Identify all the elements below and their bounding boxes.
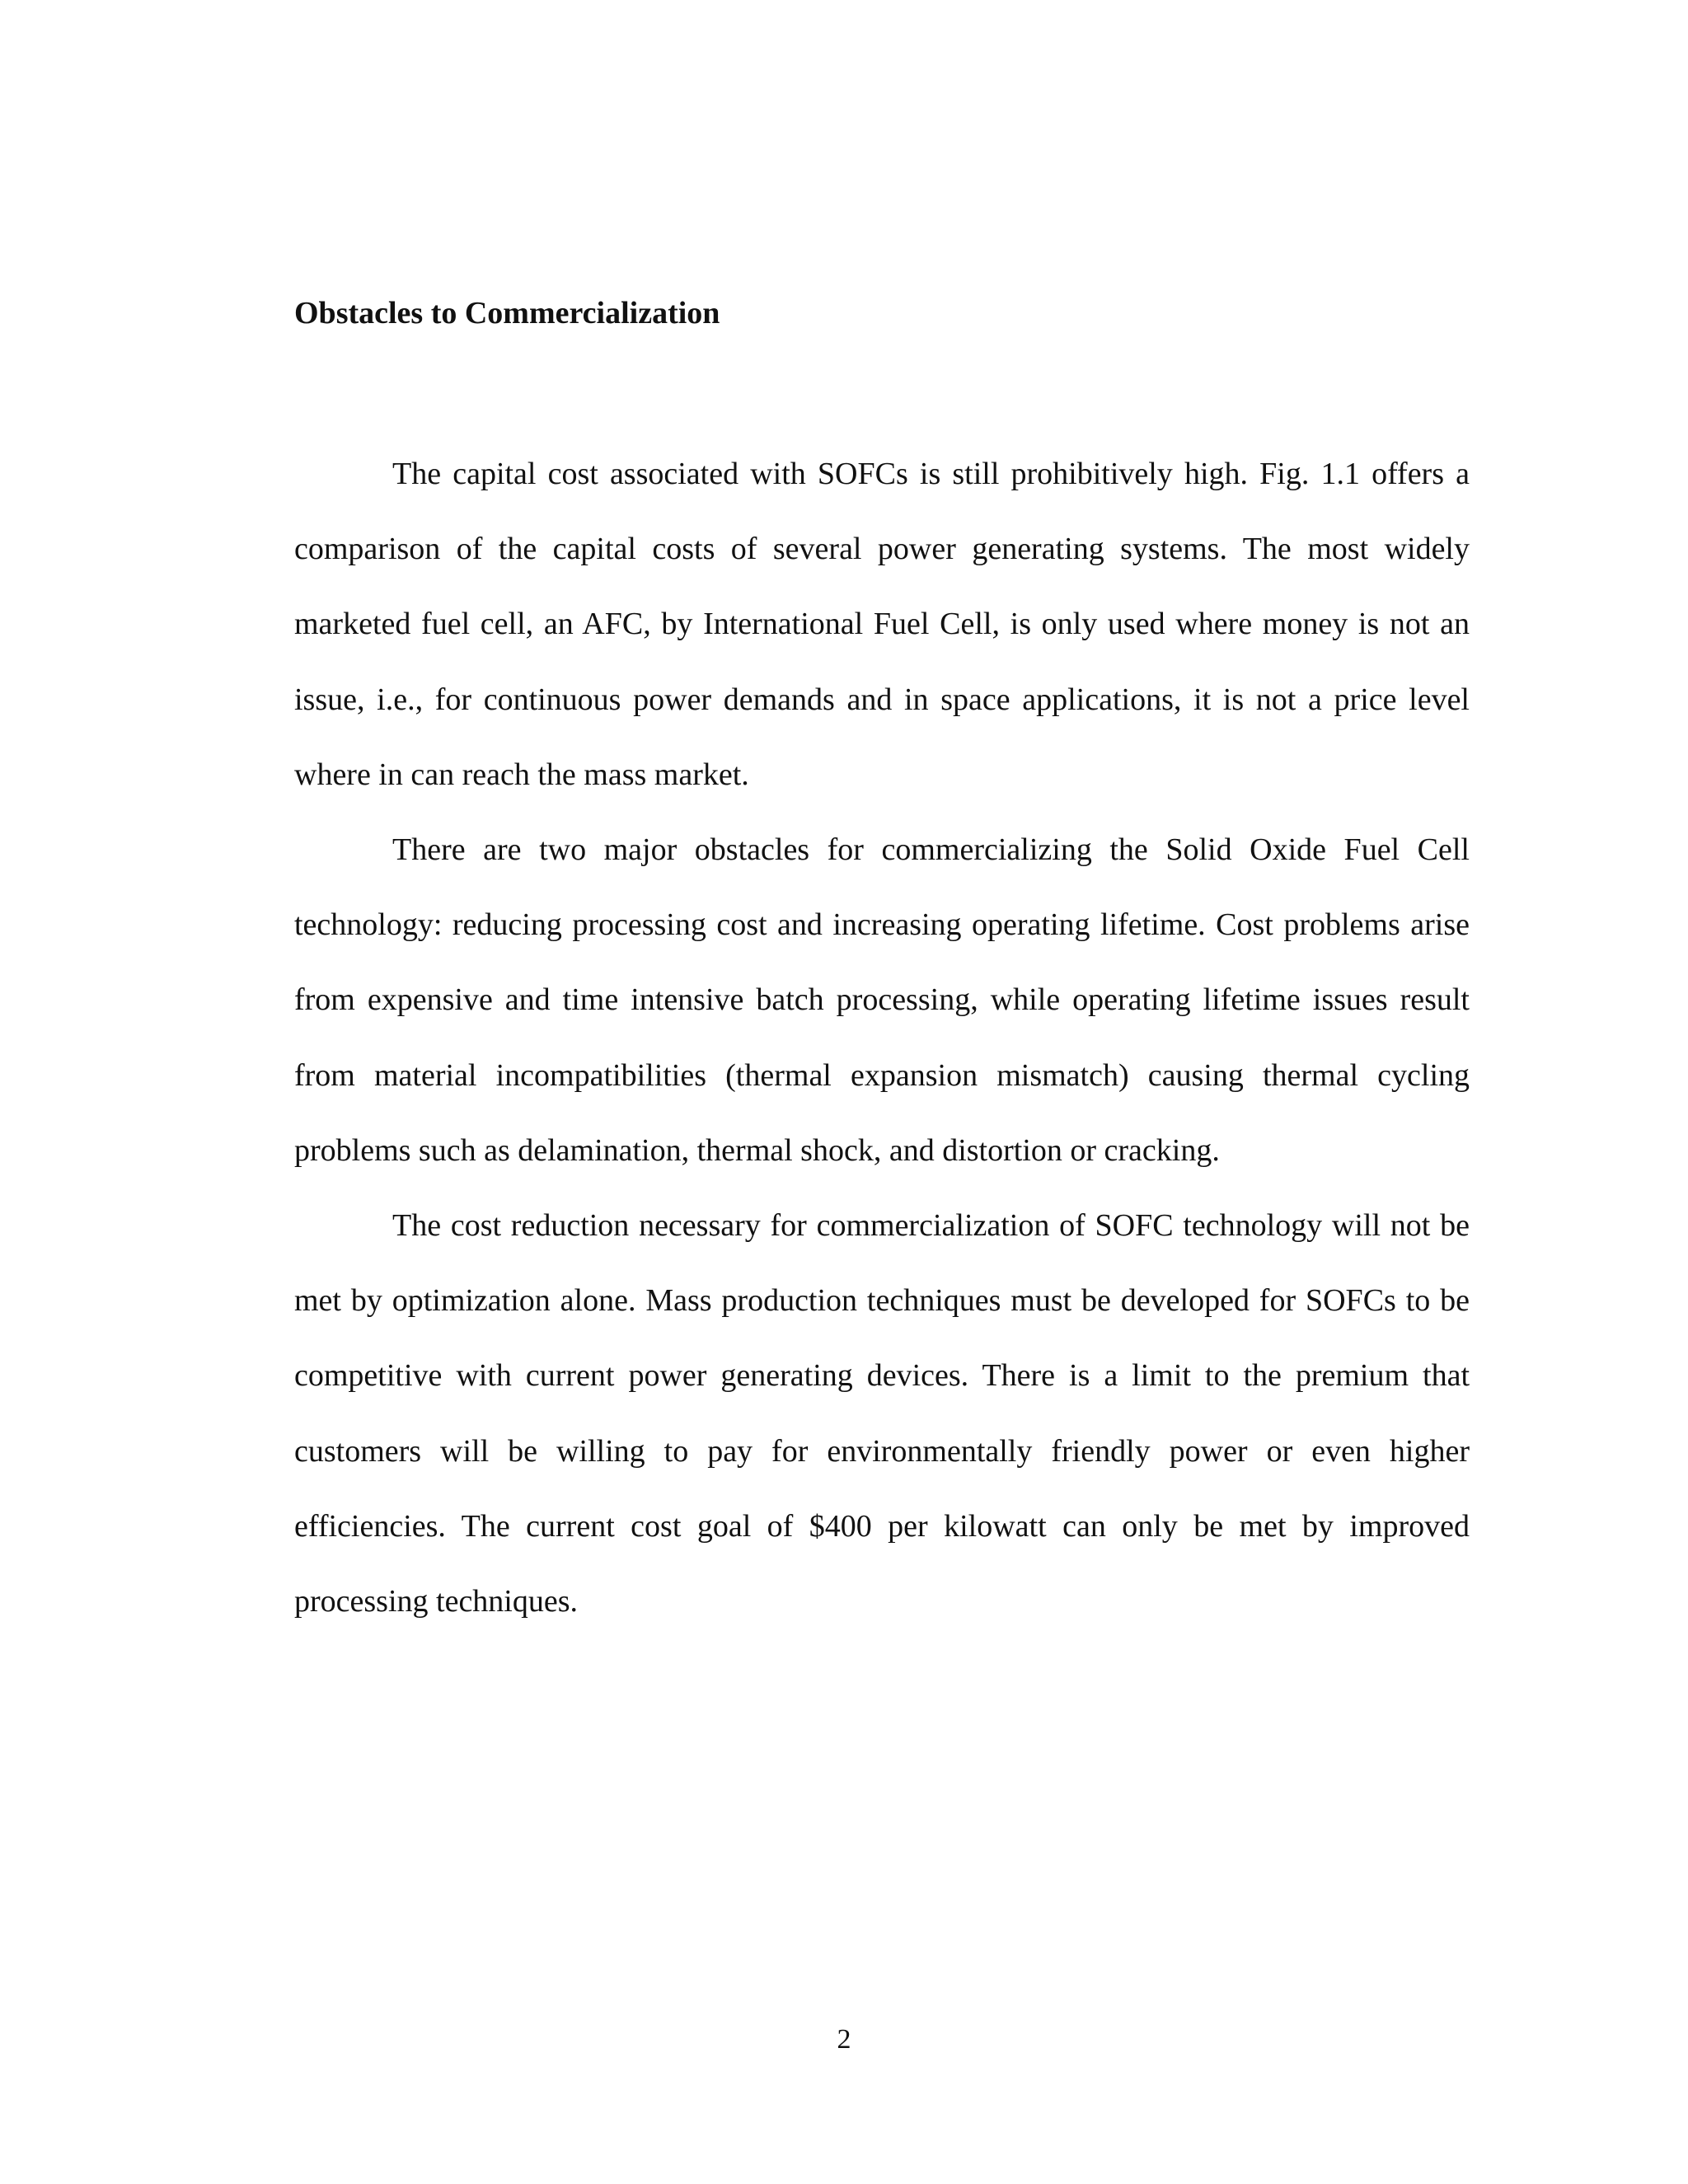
paragraph-capital-cost: The capital cost associated with SOFCs is still prohibitively high. Fig. 1.1 offers a comparison of the capital costs of several power generating systems. The most widely marketed fuel cell, an AFC, by International Fuel Cell, is only used where money is not an issue, i.e., for continuous power demands and in space applications, it is not a price level where in can reach the mass market. xyxy=(294,457,1470,792)
paragraph-cost-reduction: The cost reduction necessary for commercialization of SOFC technology will not be met by optimization alone. Mass production techniques must be developed for SOFCs to be competitive with current power generating devices. There is a limit to the premium that customers will be willing to pay for environmentally friendly power or even higher efficiencies. The current cost goal of $400 per kilowatt can only be met by improved processing techniques. xyxy=(294,1208,1470,1619)
heading-spacer xyxy=(294,340,1470,437)
page-number: 2 xyxy=(837,2024,851,2055)
page-content xyxy=(294,287,1470,1639)
paragraph-major-obstacles: There are two major obstacles for commercializing the Solid Oxide Fuel Cell technology: reducing processing cost and increasing operating lifetime. Cost problems arise from expensive and time intensive batch processing, while operating lifetime issues result from material incompatibilities (thermal expansion mismatch) causing thermal cycling problems such as delamination, thermal shock, and distortion or cracking. xyxy=(294,832,1470,1168)
section-heading: Obstacles to Commercialization xyxy=(294,296,720,330)
